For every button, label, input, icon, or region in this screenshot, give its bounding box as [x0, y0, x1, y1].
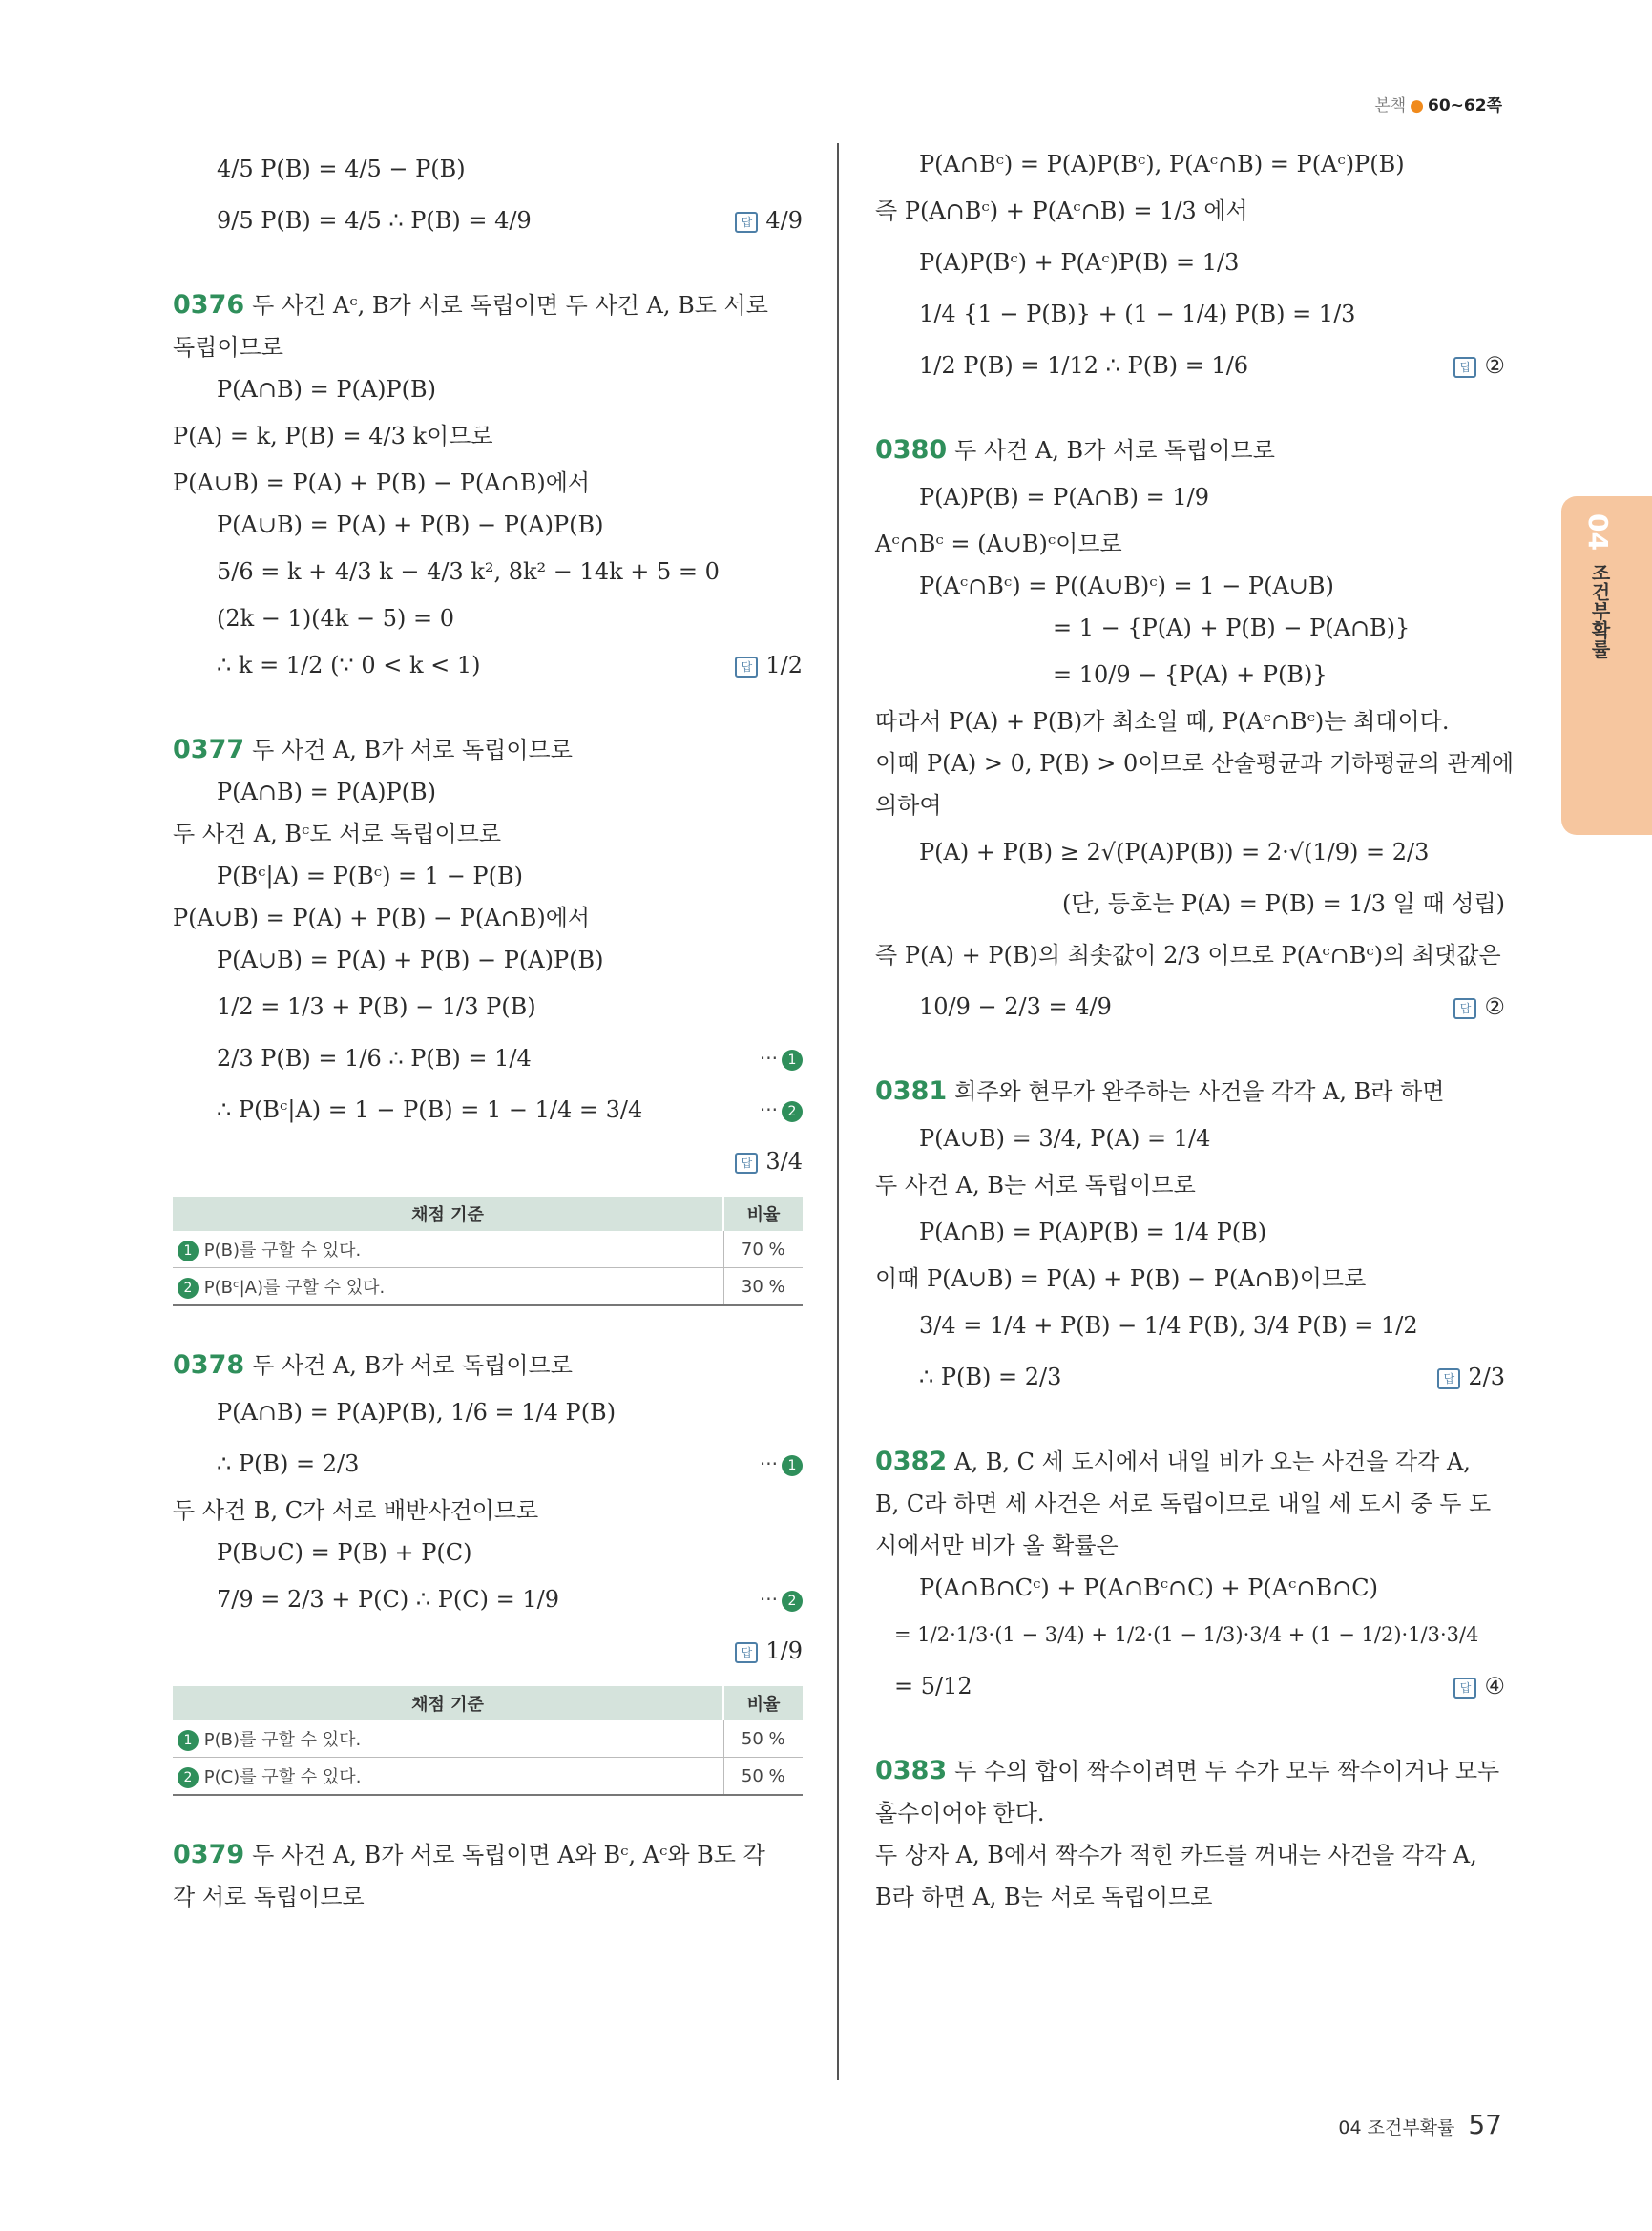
page-number: 57 — [1468, 2109, 1502, 2140]
solution-line: 즉 P(A∩Bᶜ) + P(Aᶜ∩B) = 1/3 에서 — [875, 198, 1248, 224]
answer-mark: 답 ④ — [1453, 1660, 1505, 1712]
solution-line: P(A∩B) = P(A)P(B) = 1/4 P(B) — [919, 1219, 1267, 1245]
solution-line: P(A∩B) = P(A)P(B) — [217, 779, 437, 805]
problem-number: 0379 — [173, 1840, 245, 1869]
solution-line: 1/4 {1 − P(B)} + (1 − 1/4) P(B) = 1/3 — [919, 301, 1356, 327]
solution-line: (2k − 1)(4k − 5) = 0 — [217, 605, 454, 632]
table-header: 채점 기준 — [173, 1686, 723, 1720]
answer-icon: 답 — [1453, 357, 1476, 378]
solution-line: (단, 등호는 P(A) = P(B) = 1/3 일 때 성립) — [1061, 890, 1505, 917]
step-marker: ··· 1 — [760, 1438, 803, 1490]
solution-line: 따라서 P(A) + P(B)가 최소일 때, P(Aᶜ∩Bᶜ)는 최대이다. — [875, 708, 1450, 735]
solution-line: P(B∪C) = P(B) + P(C) — [217, 1539, 472, 1566]
problem-0380: 0380 두 사건 A, B가 서로 독립이므로 — [875, 435, 1275, 465]
solution-line: 3/4 = 1/4 + P(B) − 1/4 P(B), 3/4 P(B) = 1/2 — [919, 1312, 1418, 1339]
grading-table — [173, 1197, 803, 1306]
solution-line: P(A∩B) = P(A)P(B), 1/6 = 1/4 P(B) — [217, 1399, 617, 1426]
table-header: 비율 — [723, 1686, 803, 1720]
solution-line: P(Bᶜ|A) = P(Bᶜ) = 1 − P(B) — [217, 863, 523, 889]
solution-line: ∴ P(Bᶜ|A) = 1 − P(B) = 1 − 1/4 = 3/4 ··· 2 — [173, 1084, 803, 1136]
header-pages: 60~62쪽 — [1428, 96, 1502, 115]
answer-mark: 답 ② — [1453, 340, 1505, 391]
answer-mark: 답 3/4 — [735, 1136, 803, 1187]
answer-icon: 답 — [735, 212, 758, 233]
column-divider — [837, 143, 839, 2080]
problem-0377: 0377 두 사건 A, B가 서로 독립이므로 — [173, 735, 573, 764]
left-column — [173, 143, 803, 1918]
solution-line: P(A∪B) = 3/4, P(A) = 1/4 — [919, 1125, 1211, 1152]
table-row: 1 P(B)를 구할 수 있다. 70 % — [173, 1231, 803, 1268]
page-footer — [1338, 2109, 1502, 2140]
solution-line: 시에서만 비가 올 확률은 — [875, 1533, 1119, 1559]
chapter-tab — [1561, 496, 1652, 835]
table-row: 1 P(B)를 구할 수 있다. 50 % — [173, 1720, 803, 1758]
solution-line: 5/6 = k + 4/3 k − 4/3 k², 8k² − 14k + 5 = 0 — [217, 558, 720, 585]
solution-line: P(Aᶜ∩Bᶜ) = P((A∪B)ᶜ) = 1 − P(A∪B) — [919, 573, 1334, 599]
solution-line: ∴ P(B) = 2/3 답 2/3 — [875, 1351, 1505, 1403]
solution-line: = 1 − {P(A) + P(B) − P(A∩B)} — [1053, 615, 1411, 641]
problem-0381: 0381 희주와 현무가 완주하는 사건을 각각 A, B라 하면 — [875, 1076, 1445, 1106]
solution-line: = 10/9 − {P(A) + P(B)} — [1053, 661, 1328, 688]
solution-line: = 1/2·1/3·(1 − 3/4) + 1/2·(1 − 1/3)·3/4 + (1 − 1/2)·1/3·3/4 — [894, 1623, 1479, 1646]
problem-number: 0376 — [173, 290, 245, 320]
chapter-label: 조건부확률 — [1588, 563, 1611, 658]
table-header: 비율 — [723, 1197, 803, 1231]
solution-line: 10/9 − 2/3 = 4/9 답 ② — [875, 981, 1505, 1032]
step-marker: ··· 2 — [760, 1084, 803, 1136]
solution-line: 두 사건 B, C가 서로 배반사건이므로 — [173, 1497, 539, 1524]
solution-line: 두 상자 A, B에서 짝수가 적힌 카드를 꺼내는 사건을 각각 A, — [875, 1842, 1477, 1868]
right-column — [875, 143, 1515, 1918]
solution-line: 홀수이어야 한다. — [875, 1800, 1045, 1826]
solution-line: 1/2 = 1/3 + P(B) − 1/3 P(B) — [217, 993, 536, 1020]
solution-line: P(A∩B∩Cᶜ) + P(A∩Bᶜ∩C) + P(Aᶜ∩B∩C) — [919, 1574, 1378, 1601]
solution-line: 2/3 P(B) = 1/6 ∴ P(B) = 1/4 ··· 1 — [173, 1032, 803, 1084]
answer-icon: 답 — [735, 1642, 758, 1663]
solution-line: P(A∩B) = P(A)P(B) — [217, 376, 437, 403]
page-header — [1374, 92, 1502, 115]
solution-line: 독립이므로 — [173, 334, 283, 361]
solution-line: 이때 P(A) > 0, P(B) > 0이므로 산술평균과 기하평균의 관계에 — [875, 750, 1515, 777]
problem-0378: 0378 두 사건 A, B가 서로 독립이므로 — [173, 1350, 573, 1380]
solution-line: 즉 P(A) + P(B)의 최솟값이 2/3 이므로 P(Aᶜ∩Bᶜ)의 최댓값은 — [875, 942, 1501, 969]
solution-line: 이때 P(A∪B) = P(A) + P(B) − P(A∩B)이므로 — [875, 1265, 1367, 1292]
answer-row — [173, 1136, 803, 1187]
solution-line: 각 서로 독립이므로 — [173, 1884, 365, 1910]
problem-number: 0380 — [875, 435, 948, 465]
solution-line: 두 사건 A, B는 서로 독립이므로 — [875, 1172, 1196, 1199]
problem-0382: 0382 A, B, C 세 도시에서 내일 비가 오는 사건을 각각 A, — [875, 1447, 1471, 1476]
header-prefix: 본책 — [1374, 96, 1407, 115]
bullet-dot-icon: ● — [1410, 96, 1425, 115]
problem-number: 0381 — [875, 1076, 948, 1106]
table-row: 2 P(C)를 구할 수 있다. 50 % — [173, 1758, 803, 1796]
problem-number: 0378 — [173, 1350, 245, 1380]
answer-icon: 답 — [735, 657, 758, 678]
answer-icon: 답 — [1437, 1368, 1460, 1389]
solution-line: ∴ k = 1/2 (∵ 0 < k < 1) 답 1/2 — [173, 639, 803, 691]
solution-line: 7/9 = 2/3 + P(C) ∴ P(C) = 1/9 ··· 2 — [173, 1574, 803, 1625]
chapter-number: 04 — [1582, 513, 1614, 551]
solution-line: B, C라 하면 세 사건은 서로 독립이므로 내일 세 도시 중 두 도 — [875, 1491, 1492, 1517]
solution-line: 9/5 P(B) = 4/5 ∴ P(B) = 4/9 답 4/9 — [173, 195, 803, 246]
solution-line: = 5/12 답 ④ — [875, 1660, 1505, 1712]
answer-mark: 답 1/9 — [735, 1625, 803, 1677]
solution-line: P(A∩Bᶜ) = P(A)P(Bᶜ), P(Aᶜ∩B) = P(Aᶜ)P(B) — [919, 151, 1405, 177]
answer-mark: 답 1/2 — [735, 639, 803, 691]
solution-line: 4/5 P(B) = 4/5 − P(B) — [217, 156, 466, 182]
problem-0376: 0376 두 사건 Aᶜ, B가 서로 독립이면 두 사건 A, B도 서로 — [173, 290, 768, 320]
answer-mark: 답 ② — [1453, 981, 1505, 1032]
answer-row — [173, 1625, 803, 1677]
problem-number: 0377 — [173, 735, 245, 764]
solution-line: P(A∪B) = P(A) + P(B) − P(A∩B)에서 — [173, 469, 591, 496]
solution-line: P(A) + P(B) ≥ 2√(P(A)P(B)) = 2·√(1/9) = 2/3 — [919, 839, 1430, 865]
problem-number: 0382 — [875, 1447, 948, 1476]
solution-line: P(A)P(Bᶜ) + P(Aᶜ)P(B) = 1/3 — [919, 249, 1240, 276]
problem-0383: 0383 두 수의 합이 짝수이려면 두 수가 모두 짝수이거나 모두 — [875, 1756, 1500, 1785]
problem-number: 0383 — [875, 1756, 948, 1785]
footer-section: 04 조건부확률 — [1338, 2117, 1455, 2138]
table-header: 채점 기준 — [173, 1197, 723, 1231]
grading-table — [173, 1686, 803, 1796]
answer-mark: 답 2/3 — [1437, 1351, 1505, 1403]
solution-line: ∴ P(B) = 2/3 ··· 1 — [173, 1438, 803, 1490]
solution-line: 의하여 — [875, 792, 942, 819]
answer-icon: 답 — [1453, 1678, 1476, 1699]
solution-line: B라 하면 A, B는 서로 독립이므로 — [875, 1884, 1213, 1910]
answer-icon: 답 — [735, 1153, 758, 1174]
solution-line: P(A∪B) = P(A) + P(B) − P(A)P(B) — [217, 511, 604, 538]
solution-line: Aᶜ∩Bᶜ = (A∪B)ᶜ이므로 — [875, 531, 1122, 557]
answer-icon: 답 — [1453, 998, 1476, 1019]
solution-line: P(A∪B) = P(A) + P(B) − P(A)P(B) — [217, 947, 604, 973]
step-marker: ··· 2 — [760, 1574, 803, 1625]
problem-0379: 0379 두 사건 A, B가 서로 독립이면 A와 Bᶜ, Aᶜ와 B도 각 — [173, 1840, 765, 1869]
solution-line: 두 사건 A, Bᶜ도 서로 독립이므로 — [173, 821, 502, 847]
table-row: 2 P(Bᶜ|A)를 구할 수 있다. 30 % — [173, 1268, 803, 1306]
answer-mark: 답 4/9 — [735, 195, 803, 246]
solution-line: P(A) = k, P(B) = 4/3 k이므로 — [173, 423, 493, 449]
solution-line: P(A∪B) = P(A) + P(B) − P(A∩B)에서 — [173, 905, 591, 931]
step-marker: ··· 1 — [760, 1032, 803, 1084]
solution-line: 1/2 P(B) = 1/12 ∴ P(B) = 1/6 답 ② — [875, 340, 1505, 391]
solution-line: P(A)P(B) = P(A∩B) = 1/9 — [919, 484, 1210, 511]
